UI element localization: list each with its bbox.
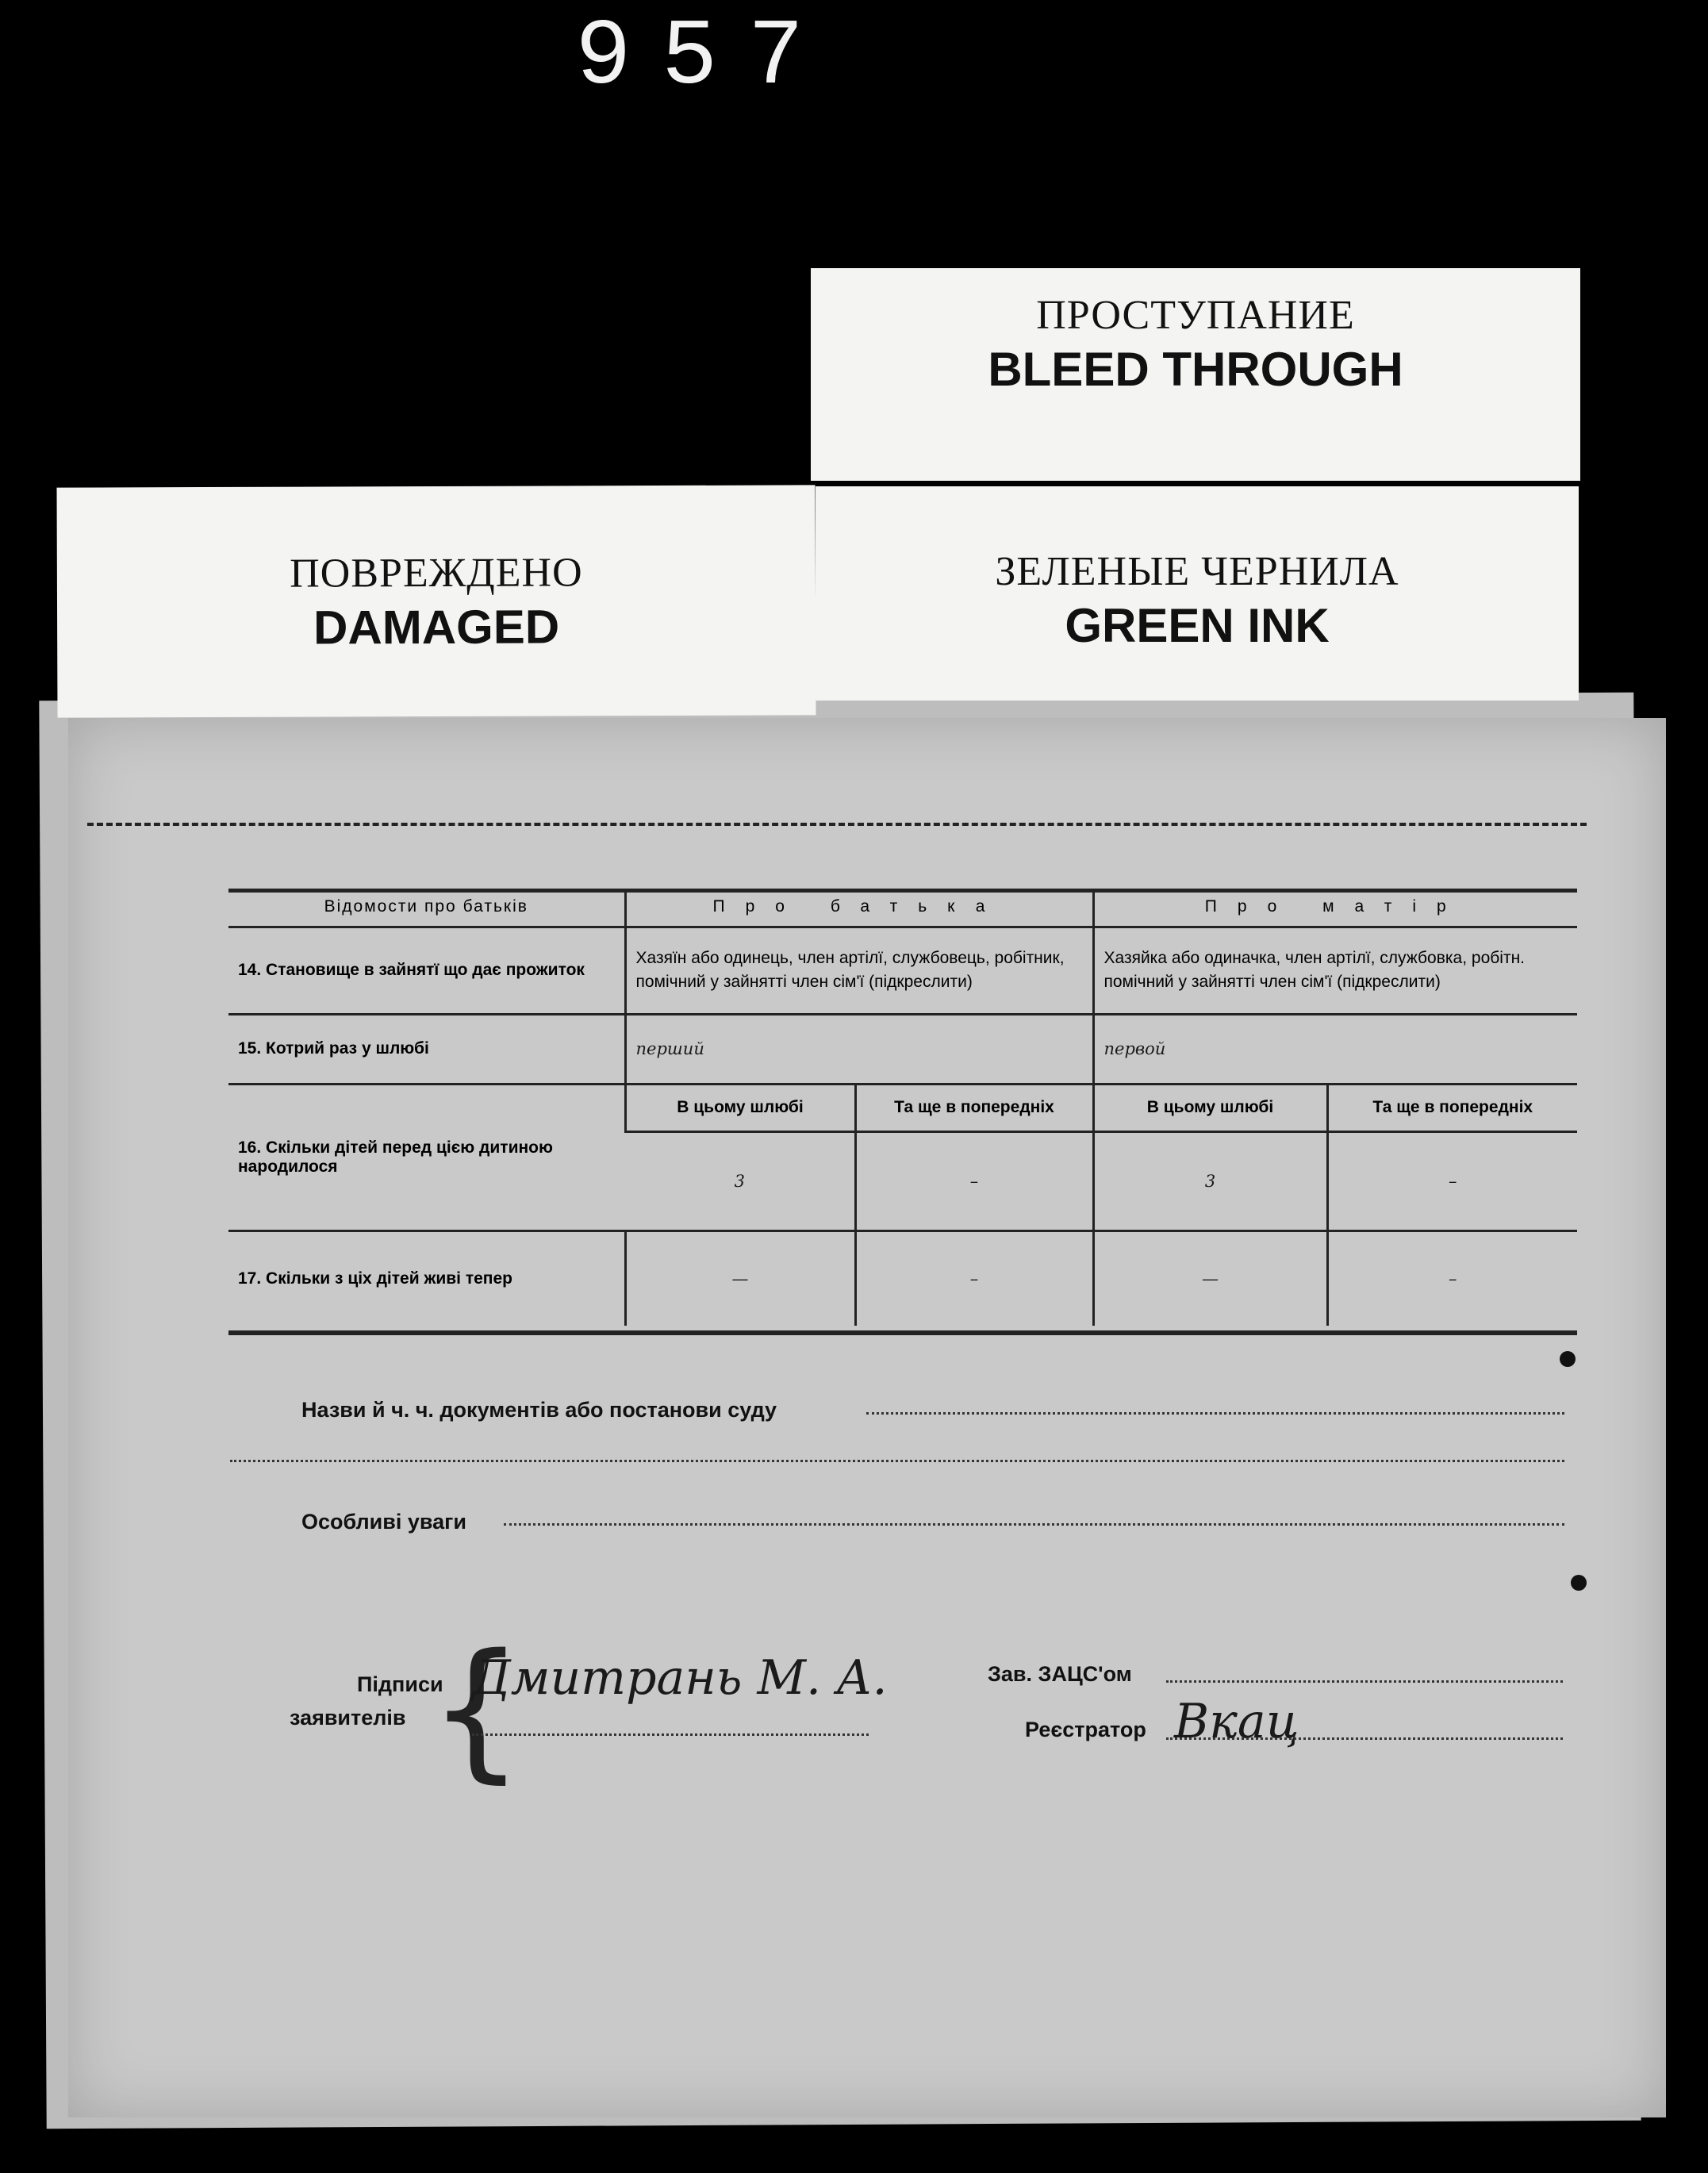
damaged-ru: ПОВРЕЖДЕНО [290,550,583,597]
sub-father-this: В цьому шлюбі [625,1084,855,1131]
documents-line-2 [230,1460,1564,1462]
signature-line [472,1733,869,1736]
bleed-through-ru: ПРОСТУПАНИЕ [1036,293,1355,338]
sub-mother-previous: Та ще в попередніх [1327,1084,1577,1131]
notes-label: Особливі уваги [301,1510,466,1534]
q16-label: 16. Скільки дітей перед цією дитиною народилося [228,1084,625,1230]
header-father: Про батька [625,889,1093,927]
row-q17 [228,1230,1577,1326]
q17-father-prev: – [855,1230,1093,1326]
signatures-label-1: Підписи [357,1672,443,1696]
signatures-brace: { [428,1622,524,1797]
sub-father-previous: Та ще в попередніх [855,1084,1093,1131]
punch-hole [1571,1575,1587,1591]
green-ink-en: GREEN INK [1065,599,1330,652]
q14-father-options: Хазяїн або одинець, член артілї, службовець, робітник, помічний у зайнятті член сім'ї (підкреслити) [625,927,1093,1014]
signatures-label-2: заявителів [290,1706,406,1730]
sub-mother-this: В цьому шлюбі [1093,1084,1327,1131]
bleed-through-en: BLEED THROUGH [988,343,1403,396]
row-q15 [228,1014,1577,1084]
head-line [1166,1680,1563,1683]
tear-line [87,823,1587,826]
q17-mother-prev: – [1327,1230,1577,1326]
damaged-en: DAMAGED [313,600,560,655]
q17-mother-this: — [1093,1230,1327,1326]
q15-father-value: перший [625,1014,1093,1084]
q15-mother-value: первой [1093,1014,1577,1084]
q16-father-prev: – [855,1131,1093,1230]
registrar-signature: Вкац [1174,1694,1299,1749]
q17-father-this: — [625,1230,855,1326]
notes-line [504,1523,1564,1526]
q14-label: 14. Становище в зайнятї що дає прожиток [238,961,585,979]
documents-label: Назви й ч. ч. документів або постанови суду [301,1398,777,1422]
bleed-through-card [811,268,1580,481]
q16-mother-prev: – [1327,1131,1577,1230]
header-mother: Про матір [1093,889,1577,927]
q15-label: 15. Котрий раз у шлюбі [238,1039,429,1058]
frame-number: 957 [575,6,835,111]
damaged-card [56,485,816,717]
row-q14 [228,927,1577,1014]
q17-label: 17. Скільки з ціх дітей живі тепер [238,1269,512,1288]
q16-mother-this: 3 [1093,1131,1327,1230]
header-parents-info: Відомости про батьків [324,897,528,916]
punch-hole [1560,1351,1576,1367]
head-label: Зав. ЗАЦС'ом [988,1662,1132,1686]
parents-info-table [228,889,1577,1326]
applicant-signature: Дмитрань М. А. [472,1650,888,1706]
registrar-label: Реєстратор [1025,1718,1146,1741]
green-ink-ru: ЗЕЛЕНЫЕ ЧЕРНИЛА [995,549,1399,594]
table-header-row [228,889,1577,927]
registrar-line [1166,1737,1563,1740]
q14-mother-options: Хазяйка або одиначка, член артілї, службовка, робітн. помічний у зайнятті член сім'ї (підкреслити) [1093,927,1577,1014]
documents-line [866,1412,1564,1415]
green-ink-card [816,486,1579,701]
row-subheader [228,1084,1577,1131]
table-bottom-rule [228,1330,1577,1335]
q16-father-this: 3 [734,1171,745,1191]
